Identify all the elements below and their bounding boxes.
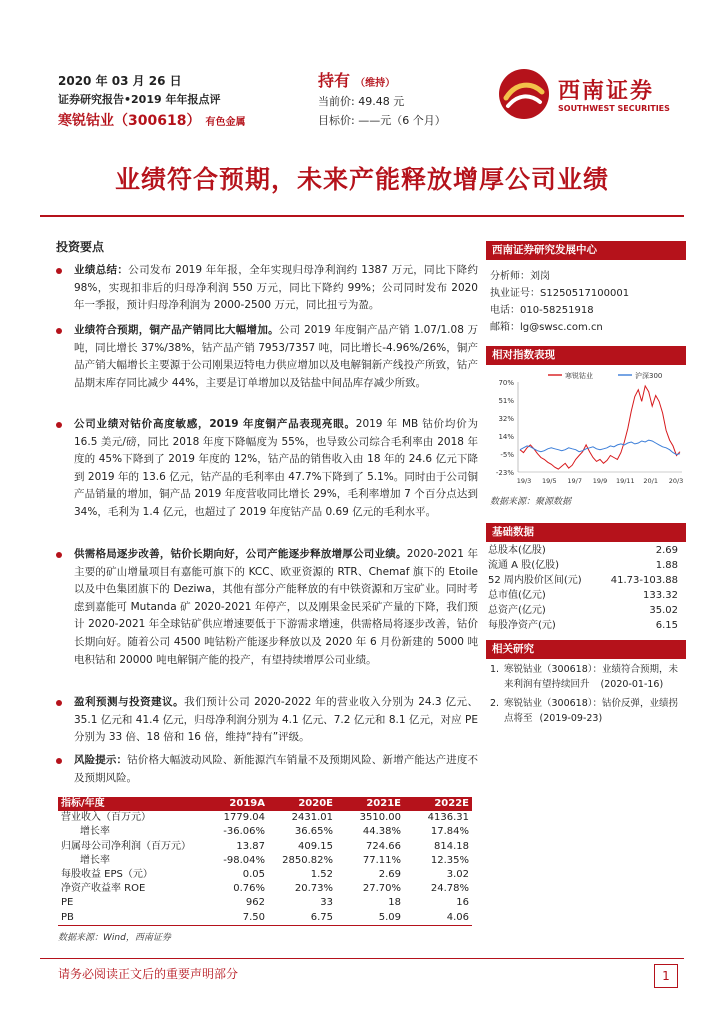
y-tick-label: 14% (498, 433, 514, 441)
brand-english: SOUTHWEST SECURITIES (558, 104, 670, 113)
related-item[interactable] (490, 662, 686, 692)
table-row (58, 896, 472, 910)
basic-heading-bar: 基础数据 (486, 523, 686, 542)
table-cell: 1.52 (310, 869, 333, 881)
table-row (488, 603, 678, 618)
table-header-row (58, 797, 472, 811)
table-row (58, 882, 472, 896)
highlight-text: 我们预计公司 2020-2022 年的营业收入分别为 24.3 亿元、35.1 亿元和 41.4 亿元，归母净利润分别为 4.1 亿元、7.2 亿元和 8.1 亿元，对应 PE 分别为 33 倍、18 倍和 16 倍，维持“持有”评级。 (74, 696, 478, 744)
basic-value: 6.15 (655, 620, 678, 631)
table-cell: 3.02 (446, 869, 469, 881)
x-tick-label: 19/3 (516, 477, 532, 485)
phone-label: 电话： (490, 305, 520, 316)
table-row (488, 558, 678, 573)
table-cell: 5.09 (378, 911, 401, 923)
related-title: 寒锐钴业（300618）：钴价反弹，业绩拐点将至 (504, 698, 679, 724)
highlight-lead: 业绩符合预期，铜产品产销同比大幅增加。 (74, 324, 279, 336)
email-label: 邮箱： (490, 322, 520, 333)
related-title: 寒锐钴业（300618）：业绩符合预期，未来利润有望持续回升 (504, 664, 679, 690)
bullet-icon (56, 700, 62, 706)
current-price: 49.48 元 (358, 95, 405, 108)
analyst-label: 分析师： (490, 271, 530, 282)
table-cell: 12.35% (430, 854, 469, 866)
table-row (58, 854, 472, 868)
license-label: 执业证号： (490, 288, 540, 299)
legend-label: 寒锐钴业 (565, 372, 593, 380)
relative-index-chart (486, 368, 686, 492)
highlight-text: 2019 年 MB 钴价均价为 16.5 美元/磅，同比 2018 年度下降幅度为 55%，也导致公司综合毛利率由 2018 年度的 45%下降到了 2019 年度的 12%，钴产品的销售收入由 18 年的 24.6 亿元下降到 2019 年的 13.6 亿元，钴产品的毛利率由 47.7%下降到了 5.1%。同时由于公司铜产品销量的增加，铜产品 2019 年度营收同比增长 29%，毛利率增加 7 个百分点达到 34%，毛利为 1.4 亿元，也超过了 2019 年度钴产品 0.69 亿元的毛利水平。 (74, 418, 478, 518)
financial-table-wrap (58, 797, 472, 943)
table-row (488, 543, 678, 558)
basic-label: 总股本(亿股) (488, 545, 546, 556)
index-heading-bar: 相对指数表现 (486, 346, 686, 365)
table-cell: 16 (456, 897, 469, 909)
basic-value: 41.73-103.88 (610, 575, 678, 586)
y-tick-label: 70% (498, 379, 514, 387)
table-row (58, 868, 472, 882)
basic-label: 每股净资产(元) (488, 620, 556, 631)
footer-disclaimer: 请务必阅读正文后的重要声明部分 (58, 967, 239, 981)
table-cell: 33 (320, 897, 333, 909)
email-address[interactable]: lg@swsc.com.cn (520, 322, 603, 333)
table-cell: 6.75 (310, 911, 333, 923)
table-cell: 13.87 (236, 840, 265, 852)
analyst-info (490, 268, 686, 336)
table-cell: 962 (245, 897, 265, 909)
highlight-lead: 盈利预测与投资建议。 (74, 696, 185, 708)
bullet-icon (56, 758, 62, 764)
table-header-cell: 2020E (268, 797, 336, 811)
y-tick-label: 32% (498, 415, 514, 423)
series-line-1 (520, 440, 680, 455)
highlight-lead: 供需格局逐步改善，钴价长期向好，公司产能逐步释放增厚公司业绩。 (74, 548, 407, 560)
basic-value: 35.02 (649, 605, 678, 616)
related-research (490, 662, 686, 726)
table-cell: 2431.01 (291, 812, 333, 824)
financial-table (58, 797, 472, 926)
rating-note: （维持） (355, 78, 396, 89)
brand-logo (498, 64, 684, 126)
x-tick-label: 19/9 (592, 477, 608, 485)
table-row (58, 811, 472, 825)
highlight-lead: 公司业绩对钴价高度敏感，2019 年度铜产品表现亮眼。 (74, 418, 356, 430)
phone-number: 010-58251918 (520, 305, 594, 316)
basic-label: 流通 A 股(亿股) (488, 560, 560, 571)
highlight-text: 2020-2021 年主要的矿山增量项目有嘉能可旗下的 KCC、欧亚资源的 RTR、Chemaf 旗下的 Etoile 以及中色集团旗下的 Deziwa，其他有部分产能释放的有中铁资源和万宝矿业。同时考虑到嘉能可 Mutanda 矿 2020-2021 年停产，以及刚果金民采矿产量的下降，我们预计 2020-2021 年全球钴矿供应增速要低于下游需求增速，供需格局将逐步改善，钴价长期向好。随着公司 4500 吨钴粉产能逐步释放以及 2020 年 6 月份新建的 5000 吨电积钴和 20000 吨电解铜产能的投产，有望持续增厚公司业绩。 (74, 548, 479, 666)
table-cell: 7.50 (242, 911, 265, 923)
report-type: 证券研究报告•2019 年年报点评 (58, 93, 221, 106)
table-cell: 77.11% (362, 854, 401, 866)
swsc-logo-icon (498, 68, 550, 120)
highlight-item (58, 322, 478, 392)
table-row (58, 825, 472, 839)
license-number: S1250517100001 (540, 288, 630, 299)
related-date: (2020-01-16) (600, 679, 664, 690)
table-cell: 1779.04 (223, 812, 265, 824)
table-cell: 2850.82% (282, 854, 333, 866)
y-tick-label: -23% (495, 469, 514, 477)
table-cell: 每股收益 EPS（元） (61, 869, 153, 881)
bullet-icon (56, 268, 62, 274)
table-cell: 2.69 (378, 869, 401, 881)
chart-svg (486, 368, 686, 492)
target-label: 目标价: (318, 114, 355, 127)
highlight-item (58, 546, 478, 669)
table-row (58, 840, 472, 854)
basic-label: 总市值(亿元) (488, 590, 546, 601)
table-row (58, 911, 472, 926)
basic-value: 1.88 (655, 560, 678, 571)
table-cell: 3510.00 (359, 812, 401, 824)
y-tick-label: 51% (498, 397, 514, 405)
highlight-item (58, 416, 478, 522)
table-cell: 24.78% (430, 883, 469, 895)
footer-divider (40, 958, 684, 959)
sector-label: 有色金属 (205, 117, 246, 128)
rating-block (318, 68, 478, 128)
table-cell: 18 (388, 897, 401, 909)
title-divider (40, 215, 684, 217)
highlight-item (58, 752, 478, 787)
highlight-text: 公司发布 2019 年年报，全年实现归母净利润约 1387 万元，同比下降约 98%，实现扣非后的归母净利润 550 万元，同比下降约 99%；公司同时发布 2020 年一季报，预计归母净利润为 2000-2500 万元，同比扭亏为盈。 (74, 264, 479, 312)
table-cell: 36.65% (294, 826, 333, 838)
related-num: 2. (490, 698, 500, 709)
table-cell: 0.05 (242, 869, 265, 881)
highlight-text: 钴价格大幅波动风险、新能源汽车销量不及预期风险、新增产能达产进度不及预期风险。 (74, 754, 479, 784)
highlight-lead: 业绩总结： (74, 264, 129, 276)
basic-value: 133.32 (643, 590, 678, 601)
table-cell: 27.70% (362, 883, 401, 895)
basic-label: 总资产(亿元) (488, 605, 546, 616)
brand-name: 西南证券 (558, 79, 655, 104)
analyst-name: 刘岗 (530, 271, 550, 282)
table-row (488, 588, 678, 603)
target-price: ——元（6 个月） (358, 114, 446, 127)
table-cell: -98.04% (223, 854, 265, 866)
page-number: 1 (654, 964, 678, 988)
highlight-lead: 风险提示： (74, 754, 128, 766)
table-cell: 净资产收益率 ROE (61, 883, 146, 895)
x-tick-label: 19/5 (542, 477, 557, 485)
highlights-heading: 投资要点 (56, 240, 105, 254)
table-cell: 4.06 (446, 911, 469, 923)
bullet-icon (56, 552, 62, 558)
table-header-cell: 2022E (404, 797, 472, 811)
table-cell: 409.15 (298, 840, 333, 852)
header-left (58, 72, 246, 130)
y-tick-label: -5% (500, 451, 514, 459)
x-tick-label: 20/1 (643, 477, 658, 485)
table-cell: 44.38% (362, 826, 401, 838)
related-item[interactable] (490, 696, 686, 726)
bullet-icon (56, 328, 62, 334)
highlight-item (58, 262, 478, 315)
table-cell: 17.84% (430, 826, 469, 838)
page-title: 业绩符合预期，未来产能释放增厚公司业绩 (114, 165, 609, 194)
chart-source: 数据来源：聚源数据 (490, 497, 572, 507)
table-row (488, 573, 678, 588)
table-cell: 增长率 (80, 854, 110, 866)
table-cell: 724.66 (366, 840, 401, 852)
related-heading-bar: 相关研究 (486, 640, 686, 659)
highlight-text: 公司 2019 年度铜产品产销 1.07/1.08 万吨，同比增长 37%/38%，钴产品产销 7953/7357 吨，同比增长-4.96%/26%，铜产品产销大幅增长主要源于公司刚果迈特电力供应增加以及电解铜新产线投产所致，钴产品期末库存同比减少 44%，主要是订单增加以及钴盐中间品库存减少所致。 (74, 324, 478, 389)
basic-value: 2.69 (655, 545, 678, 556)
table-header-cell: 2019A (208, 797, 268, 811)
rating-value: 持有 (318, 71, 351, 90)
table-cell: 0.76% (233, 883, 265, 895)
series-line-0 (520, 386, 680, 469)
related-date: (2019-09-23) (539, 713, 603, 724)
table-cell: 增长率 (80, 826, 110, 838)
table-cell: PE (61, 897, 74, 909)
basic-label: 52 周内股价区间(元) (488, 575, 582, 586)
company-name: 寒锐钴业（300618） (58, 113, 201, 129)
report-date: 2020 年 03 月 26 日 (58, 74, 182, 88)
highlight-item (58, 694, 478, 747)
table-cell: 营业收入（百万元） (61, 812, 151, 824)
table-source: 数据来源：Wind，西南证券 (58, 932, 171, 943)
table-header-cell: 指标/年度 (58, 797, 208, 811)
basic-data-table (488, 543, 678, 633)
related-num: 1. (490, 664, 500, 675)
table-cell: 814.18 (434, 840, 469, 852)
table-cell: -36.06% (223, 826, 265, 838)
table-cell: PB (61, 911, 74, 923)
x-tick-label: 20/3 (668, 477, 684, 485)
table-cell: 归属母公司净利润（百万元） (61, 840, 191, 852)
x-tick-label: 19/7 (567, 477, 582, 485)
research-center-bar: 西南证券研究发展中心 (486, 241, 686, 260)
price-label: 当前价: (318, 95, 355, 108)
table-cell: 20.73% (294, 883, 333, 895)
bullet-icon (56, 422, 62, 428)
table-cell: 4136.31 (427, 812, 469, 824)
basic-data (488, 543, 678, 633)
x-tick-label: 19/11 (615, 477, 635, 485)
legend-label: 沪深300 (635, 372, 663, 380)
table-header-cell: 2021E (336, 797, 404, 811)
table-row (488, 618, 678, 633)
